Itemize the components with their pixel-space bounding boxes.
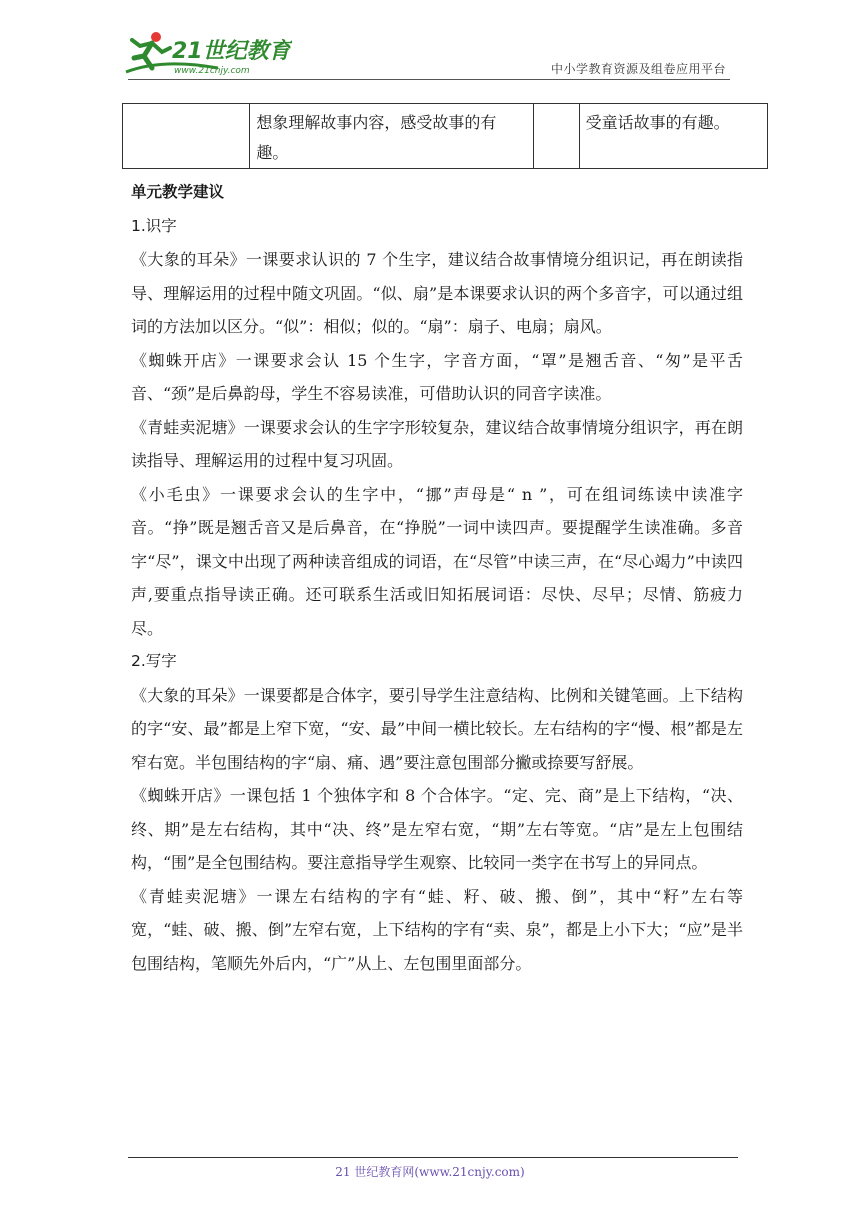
table-cell (533, 104, 579, 169)
footer-link[interactable]: 21 世纪教育网(www.21cnjy.com) (335, 1165, 525, 1179)
logo-text: 21世纪教育 (172, 39, 291, 64)
paragraph: 《小毛虫》一课要求会认的生字中，“挪”声母是“ n ”，可在组词练读中读准字音。“挣”既是翘舌音又是后鼻音，在“挣脱”一词中读四声。要提醒学生读准确。多音字“尽”，课文中出现了两种读音组成的词语，在“尽管”中读三声，在“尽心竭力”中读四声,要重点指导读正确。还可联系生活或旧知拓展词语：尽快、尽早；尽情、筋疲力尽。 (131, 484, 743, 638)
objectives-table (122, 103, 768, 169)
subsection-title: 2.写字 (131, 652, 177, 670)
section-heading: 单元教学建议 (131, 183, 225, 201)
paragraph: 《青蛙卖泥塘》一课要求会认的生字字形较复杂，建议结合故事情境分组识字，再在朗读指导、理解运用的过程中复习巩固。 (131, 417, 743, 470)
table-cell: 想象理解故事内容，感受故事的有趣。 (250, 104, 533, 169)
site-logo[interactable] (122, 28, 292, 80)
table-cell: 受童话故事的有趣。 (579, 104, 767, 169)
table-cell (123, 104, 250, 169)
table-row (123, 104, 768, 169)
paragraph: 《蜘蛛开店》一课要求会认 15 个生字，字音方面，“罩”是翘舌音、“匆”是平舌音、“颈”是后鼻韵母，学生不容易读准，可借助认识的同音字读准。 (131, 350, 743, 403)
platform-name: 中小学教育资源及组卷应用平台 (550, 62, 726, 76)
paragraph: 《青蛙卖泥塘》一课左右结构的字有“蛙、籽、破、搬、倒”，其中“籽”左右等宽，“蛙、破、搬、倒”左窄右宽，上下结构的字有“卖、泉”，都是上小下大；“应”是半包围结构，笔顺先外后内，“广”从上、左包围里面部分。 (131, 886, 743, 973)
logo-url: www.21cnjy.com (174, 66, 250, 76)
header-divider (128, 79, 730, 80)
paragraph: 《大象的耳朵》一课要都是合体字，要引导学生注意结构、比例和关键笔画。上下结构的字“安、最”都是上窄下宽，“安、最”中间一横比较长。左右结构的字“慢、根”都是左窄右宽。半包围结构的字“扇、痛、遇”要注意包围部分撇或捺要写舒展。 (131, 685, 743, 772)
page-header (0, 0, 860, 90)
subsection-title: 1.识字 (131, 216, 177, 235)
footer-divider (128, 1157, 738, 1158)
paragraph: 《蜘蛛开店》一课包括 1 个独体字和 8 个合体字。“定、完、商”是上下结构，“决、终、期”是左右结构，其中“决、终”是左窄右宽，“期”左右等宽。“店”是左上包围结构，“围”是全包围结构。要注意指导学生观察、比较同一类字在书写上的异同点。 (131, 786, 743, 872)
paragraph: 《大象的耳朵》一课要求认识的 7 个生字，建议结合故事情境分组识记，再在朗读指导、理解运用的过程中随文巩固。“似、扇”是本课要求认识的两个多音字，可以通过组词的方法加以区分。“似”：相似；似的。“扇”：扇子、电扇；扇风。 (131, 250, 743, 336)
document-body (131, 176, 743, 980)
running-man-logo-icon (122, 28, 292, 80)
